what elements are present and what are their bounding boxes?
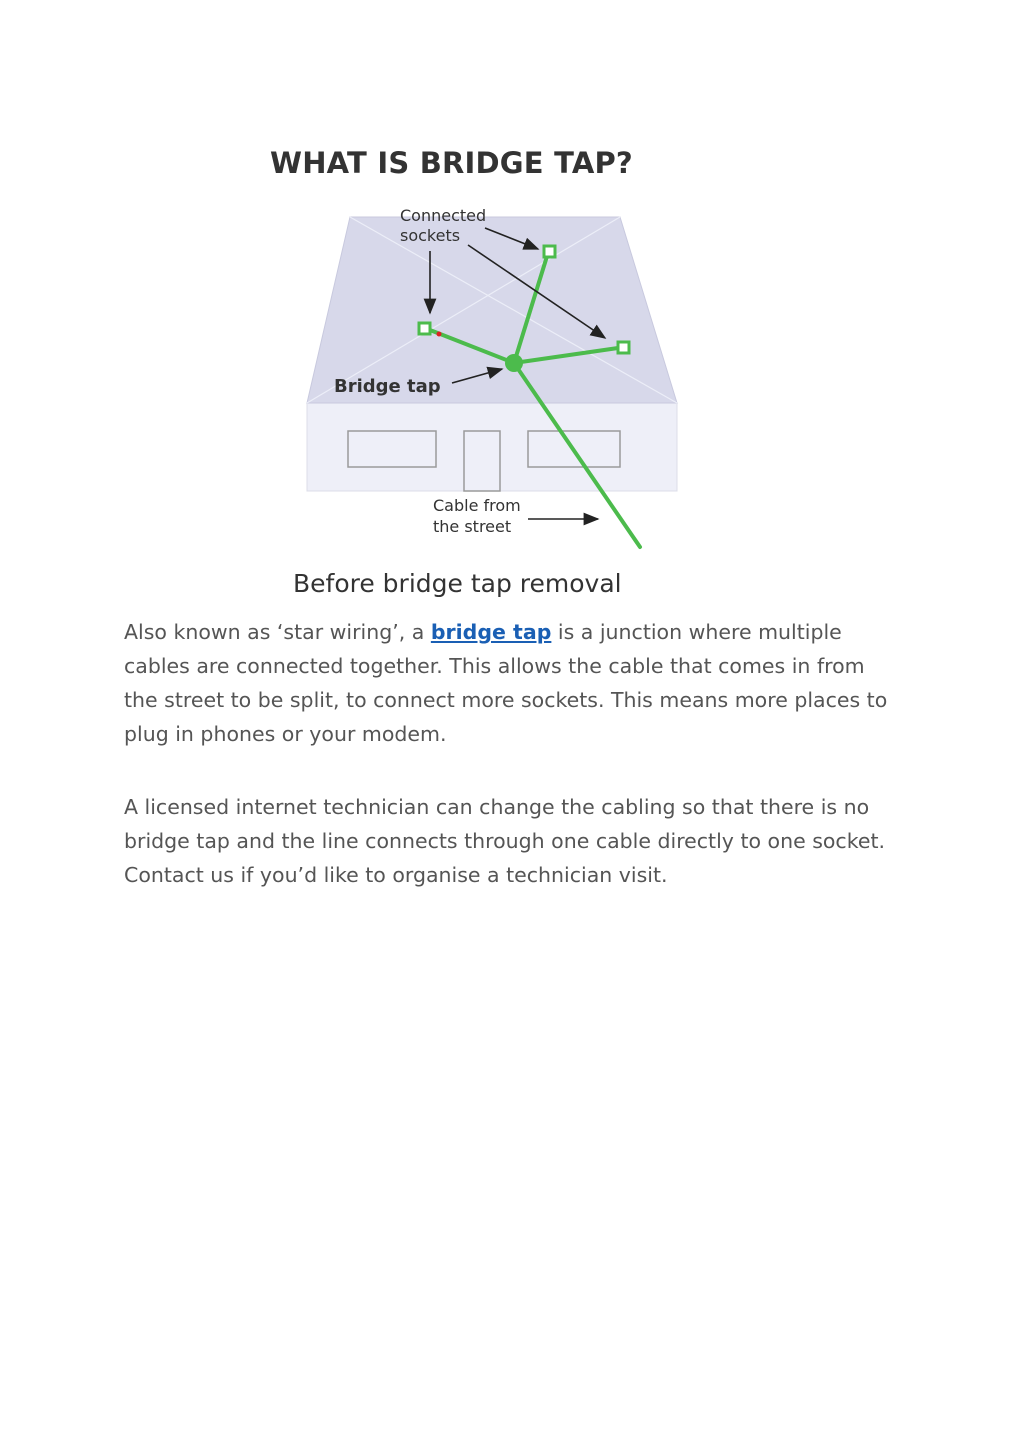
socket-top xyxy=(544,246,555,257)
paragraph-technician: A licensed internet technician can change the cabling so that there is no bridge tap and the line connects through one cable directly to one socket. Contact us if you’d like to organise a technician visit. xyxy=(124,795,886,887)
page-title: WHAT IS BRIDGE TAP? xyxy=(270,146,633,180)
bridge-tap-diagram xyxy=(280,195,700,605)
figure-caption: Before bridge tap removal xyxy=(293,569,622,598)
label-sockets: sockets xyxy=(400,226,461,245)
socket-left xyxy=(419,323,430,334)
paragraph-intro-before: Also known as ‘star wiring’, a xyxy=(124,620,431,644)
label-bridge-tap: Bridge tap xyxy=(334,376,441,397)
label-connected: Connected xyxy=(400,206,487,225)
red-dot xyxy=(437,332,442,337)
bridge-tap-link[interactable]: bridge tap xyxy=(430,620,552,644)
label-cable-from: Cable from xyxy=(433,496,521,515)
paragraph-intro xyxy=(124,615,904,751)
socket-right xyxy=(618,342,629,353)
paragraph-intro-after: is a junction where multiple cables are connected together. This allows the cable that comes in from the street to be split, to connect more sockets. This means more places to plug in phones or your modem. xyxy=(124,620,888,746)
diagram-svg xyxy=(280,195,700,605)
bridge-tap-junction xyxy=(505,354,523,372)
house-wall xyxy=(307,403,677,491)
label-the-street: the street xyxy=(433,517,512,536)
